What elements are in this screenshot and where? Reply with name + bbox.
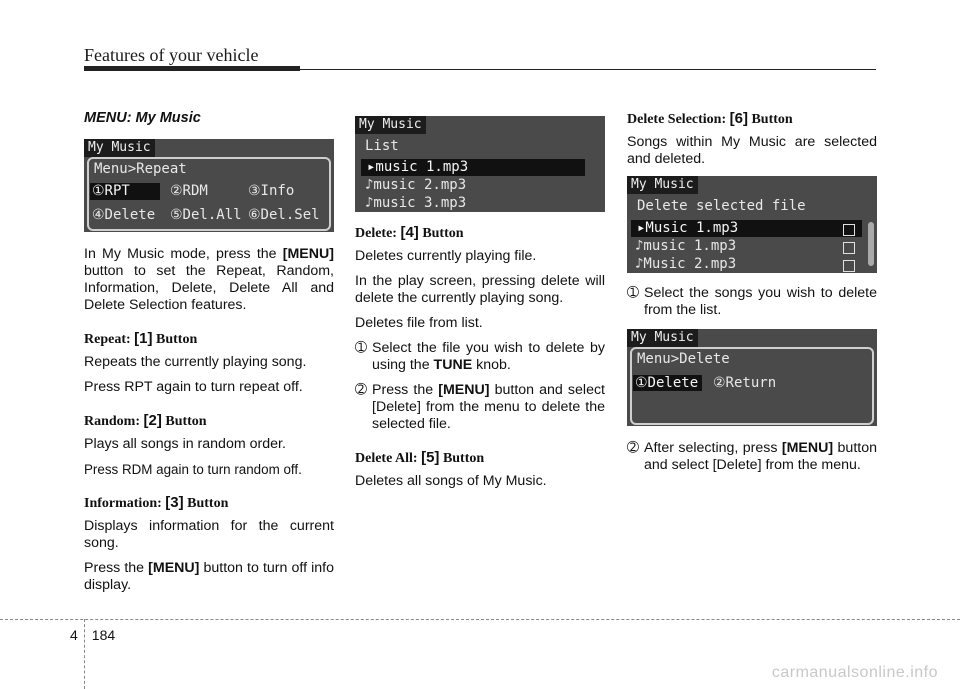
list-item[interactable]: ▸music 1.mp3 [361,159,585,176]
intro-paragraph: In My Music mode, press the [MENU] button to set the Repeat, Random, Information, Delete, Delete All and Delete Selection features. [84,246,334,313]
column-3 [627,110,877,482]
column-2 [355,116,605,498]
menu-option-del-sel[interactable]: ⑥Del.Sel [248,207,320,223]
page-header-title: Features of your vehicle [84,45,259,65]
scrollbar[interactable] [868,222,874,266]
menu-option-del-all[interactable]: ⑤Del.All [170,207,242,223]
delete-text-2: In the play screen, pressing delete will delete the currently playing song. [355,273,605,306]
chapter-number: 4 [70,627,78,643]
screen-tab: My Music [84,139,155,157]
screen-delete-header: Delete selected file [637,198,806,214]
delete-selection-text: Songs within My Music are selected and deleted. [627,134,877,167]
delete-text-1: Deletes currently playing file. [355,248,537,264]
random-heading: Random: [2] Button [84,412,207,429]
menu-option-info[interactable]: ③Info [248,183,295,199]
screen-breadcrumb: Menu>Delete [637,351,730,367]
screen-delete-selected [627,176,877,273]
column-1 [84,110,334,602]
screen-breadcrumb: Menu>Repeat [94,161,187,177]
screen-tab: My Music [355,116,426,134]
header-rule [84,66,876,70]
delete-selection-heading: Delete Selection: [6] Button [627,110,793,127]
checkbox-icon[interactable] [843,260,855,272]
info-text-1: Displays information for the current song. [84,518,334,551]
delete-all-heading: Delete All: [5] Button [355,449,485,466]
delete-selection-step-1: ➀ Select the songs you wish to delete from the list. [627,285,877,318]
screen-list [355,116,605,212]
list-item[interactable]: ♪Music 2.mp3 [635,256,737,272]
info-heading: Information: [3] Button [84,494,229,511]
checkbox-icon[interactable] [843,242,855,254]
delete-all-text: Deletes all songs of My Music. [355,473,547,489]
menu-option-rdm[interactable]: ②RDM [170,183,208,199]
screen-tab: My Music [627,176,698,194]
delete-text-3: Deletes file from list. [355,315,483,331]
screen-menu-repeat [84,139,334,232]
menu-option-rpt[interactable]: ①RPT [90,183,160,200]
delete-heading: Delete: [4] Button [355,224,464,241]
list-item[interactable]: ▸Music 1.mp3 [631,220,862,237]
list-item[interactable]: ♪music 3.mp3 [365,195,467,211]
page-number-value: 184 [91,627,116,643]
random-text-1: Plays all songs in random order. [84,436,286,452]
delete-step-1: ➀ Select the file you wish to delete by using the TUNE knob. [355,340,605,373]
delete-selection-step-2: ➁ After selecting, press [MENU] button and select [Delete] from the menu. [627,440,877,473]
menu-option-delete[interactable]: ④Delete [92,207,156,223]
repeat-text-1: Repeats the currently playing song. [84,354,307,370]
list-item[interactable]: ♪music 1.mp3 [635,238,737,254]
screen-tab: My Music [627,329,698,347]
random-text-2: Press RDM again to turn random off. [84,462,302,477]
menu-option-delete[interactable]: ①Delete [633,375,702,392]
section-title: MENU: My Music [84,110,201,126]
repeat-text-2: Press RPT again to turn repeat off. [84,379,303,395]
menu-option-return[interactable]: ②Return [713,375,777,391]
page-number [70,627,115,643]
watermark: carmanualsonline.info [771,664,938,681]
screen-list-header: List [365,138,399,154]
footer-rule [0,619,960,620]
repeat-heading: Repeat: [1] Button [84,330,198,347]
info-text-2: Press the [MENU] button to turn off info display. [84,560,334,593]
list-item[interactable]: ♪music 2.mp3 [365,177,467,193]
checkbox-icon[interactable] [843,224,855,236]
delete-step-2: ➁ Press the [MENU] button and select [Delete] from the menu to delete the selected file. [355,382,605,432]
screen-menu-delete [627,329,877,426]
